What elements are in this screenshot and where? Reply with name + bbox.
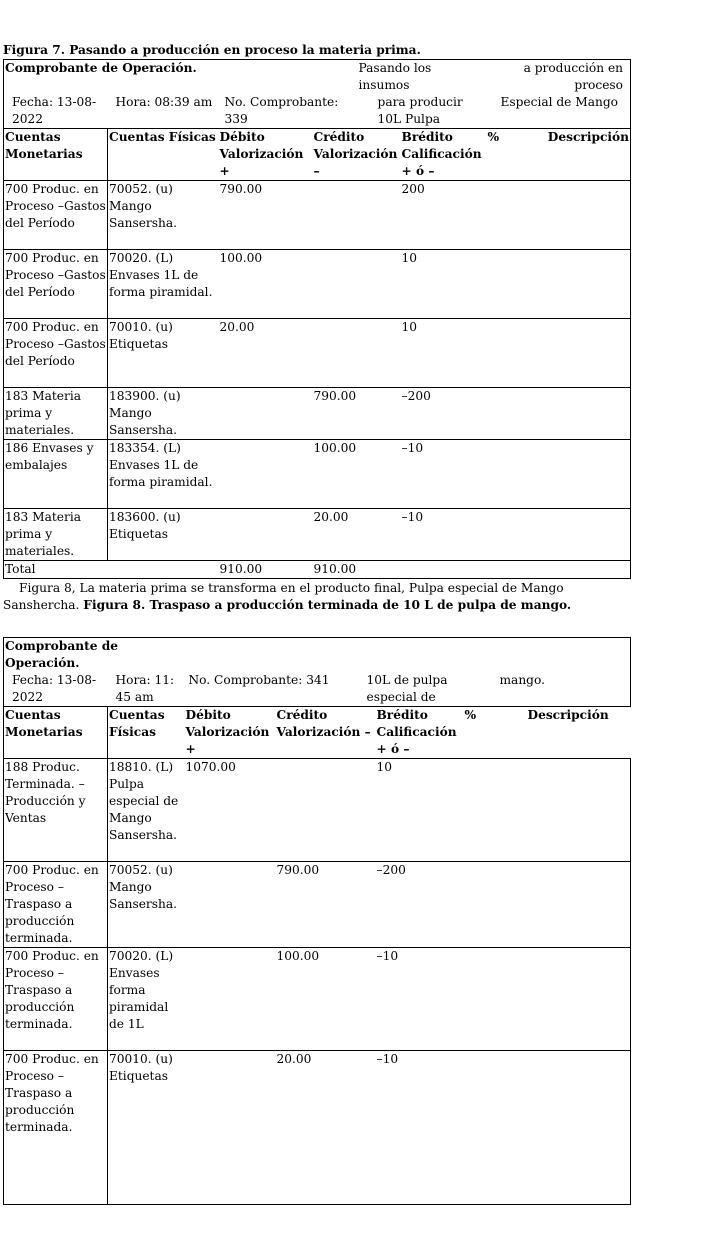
table-row <box>4 250 631 319</box>
row-monetaria: 188 Produc. Terminada. –Producción y Ventas <box>4 759 108 862</box>
col-cuentas-monetarias: Cuentas Monetarias <box>4 707 108 759</box>
total-debito: 910.00 <box>219 561 313 579</box>
row-debito <box>185 1051 276 1205</box>
col-cuentas-monetarias: Cuentas Monetarias <box>4 129 108 181</box>
row-credito: 20.00 <box>313 509 401 561</box>
total-row <box>4 561 631 579</box>
hora: Hora: 08:39 am <box>108 94 219 129</box>
no-comprobante: No. Comprobante: 341 <box>185 672 376 707</box>
row-debito <box>219 509 313 561</box>
row-credito: 790.00 <box>276 862 376 948</box>
row-fisica: 70010. (u) Etiquetas <box>108 1051 185 1205</box>
no-comprobante: No. Comprobante: 339 <box>219 94 401 129</box>
row-monetaria: 700 Produc. en Proceso –Gastos del Período <box>4 181 108 250</box>
figure-8-table <box>3 637 631 1205</box>
col-bredito: Brédito Calificación + ó – <box>376 707 464 759</box>
row-bredito: –10 <box>401 440 487 509</box>
especial: Especial de Mango <box>487 94 631 129</box>
table-row <box>4 948 631 1051</box>
total-credito: 910.00 <box>313 561 401 579</box>
mango: mango. <box>464 672 631 707</box>
row-monetaria: 700 Produc. en Proceso –Traspaso a producción terminada. <box>4 1051 108 1205</box>
header-row-1 <box>4 638 631 673</box>
row-debito: 1070.00 <box>185 759 276 862</box>
op-a: Pasando los insumos <box>401 60 487 95</box>
table-row <box>4 509 631 561</box>
row-debito <box>185 948 276 1051</box>
row-debito: 20.00 <box>219 319 313 388</box>
row-bredito: 10 <box>401 319 487 388</box>
fecha: Fecha: 13-08-2022 <box>4 94 108 129</box>
row-fisica: 183900. (u) Mango Sansersha. <box>108 388 219 440</box>
row-monetaria: 186 Envases y embalajes <box>4 440 108 509</box>
row-debito <box>185 862 276 948</box>
row-debito <box>219 440 313 509</box>
row-fisica: 183354. (L) Envases 1L de forma piramidal. <box>108 440 219 509</box>
row-debito: 790.00 <box>219 181 313 250</box>
col-cuentas-fisicas: Cuentas Físicas <box>108 707 185 759</box>
row-bredito: –200 <box>401 388 487 440</box>
table-row <box>4 759 631 862</box>
paragraph-text: Figura 8, La materia prima se transforma en el producto final, Pulpa especial de Mango Sanshercha. <box>3 581 564 612</box>
row-debito: 100.00 <box>219 250 313 319</box>
row-credito <box>313 250 401 319</box>
row-credito: 100.00 <box>313 440 401 509</box>
hora: Hora: 11: 45 am <box>108 672 185 707</box>
row-monetaria: 700 Produc. en Proceso –Gastos del Período <box>4 250 108 319</box>
row-credito <box>276 759 376 862</box>
row-debito <box>219 388 313 440</box>
table-row <box>4 319 631 388</box>
fecha: Fecha: 13-08-2022 <box>4 672 108 707</box>
table-row <box>4 181 631 250</box>
row-credito: 100.00 <box>276 948 376 1051</box>
figure-8-title: Figura 8. Traspaso a producción terminada de 10 L de pulpa de mango. <box>83 598 572 612</box>
figure-7-title: Figura 7. Pasando a producción en proceso la materia prima. <box>3 43 421 57</box>
row-monetaria: 183 Materia prima y materiales. <box>4 509 108 561</box>
row-fisica: 70020. (L) Envases 1L de forma piramidal. <box>108 250 219 319</box>
row-bredito: –10 <box>376 1051 464 1205</box>
figure-7-table <box>3 59 631 579</box>
row-bredito: –10 <box>376 948 464 1051</box>
row-credito <box>313 181 401 250</box>
pulpa: 10L de pulpa especial de <box>376 672 464 707</box>
row-monetaria: 700 Produc. en Proceso –Traspaso a producción terminada. <box>4 862 108 948</box>
total-label: Total <box>4 561 219 579</box>
row-monetaria: 700 Produc. en Proceso –Gastos del Período <box>4 319 108 388</box>
col-debito: Débito Valorización + <box>219 129 313 181</box>
col-cuentas-fisicas: Cuentas Físicas <box>108 129 219 181</box>
row-monetaria: 700 Produc. en Proceso –Traspaso a producción terminada. <box>4 948 108 1051</box>
row-credito <box>313 319 401 388</box>
op-b: a producción en proceso <box>487 60 631 95</box>
row-fisica: 18810. (L) Pulpa especial de Mango Sansersha. <box>108 759 185 862</box>
table-row <box>4 1051 631 1205</box>
header-row-2 <box>4 94 631 129</box>
col-credito: Crédito Valorización – <box>313 129 401 181</box>
col-pct: % <box>464 707 512 759</box>
transition-paragraph <box>3 580 643 614</box>
col-pct: % <box>487 129 539 181</box>
comprobante-label: Comprobante de Operación. <box>4 60 313 95</box>
comprobante-label: Comprobante de Operación. <box>4 638 185 673</box>
table-row <box>4 440 631 509</box>
row-credito: 790.00 <box>313 388 401 440</box>
row-fisica: 70010. (u) Etiquetas <box>108 319 219 388</box>
row-fisica: 70052. (u) Mango Sansersha. <box>108 862 185 948</box>
row-fisica: 70020. (L) Envases forma piramidal de 1L <box>108 948 185 1051</box>
table-row <box>4 388 631 440</box>
row-bredito: 200 <box>401 181 487 250</box>
table-row <box>4 862 631 948</box>
row-bredito: 10 <box>401 250 487 319</box>
header-row-1 <box>4 60 631 95</box>
para-producir: para producir 10L Pulpa <box>401 94 487 129</box>
row-fisica: 70052. (u) Mango Sansersha. <box>108 181 219 250</box>
col-bredito: Brédito Calificación + ó – <box>401 129 487 181</box>
row-fisica: 183600. (u) Etiquetas <box>108 509 219 561</box>
col-credito: Crédito Valorización – <box>276 707 376 759</box>
row-bredito: –10 <box>401 509 487 561</box>
col-descripcion: Descripción <box>512 707 631 759</box>
column-header-row <box>4 707 631 759</box>
row-credito: 20.00 <box>276 1051 376 1205</box>
row-bredito: –200 <box>376 862 464 948</box>
row-monetaria: 183 Materia prima y materiales. <box>4 388 108 440</box>
col-descripcion: Descripción <box>539 129 631 181</box>
row-bredito: 10 <box>376 759 464 862</box>
col-debito: Débito Valorización + <box>185 707 276 759</box>
header-row-2 <box>4 672 631 707</box>
column-header-row <box>4 129 631 181</box>
